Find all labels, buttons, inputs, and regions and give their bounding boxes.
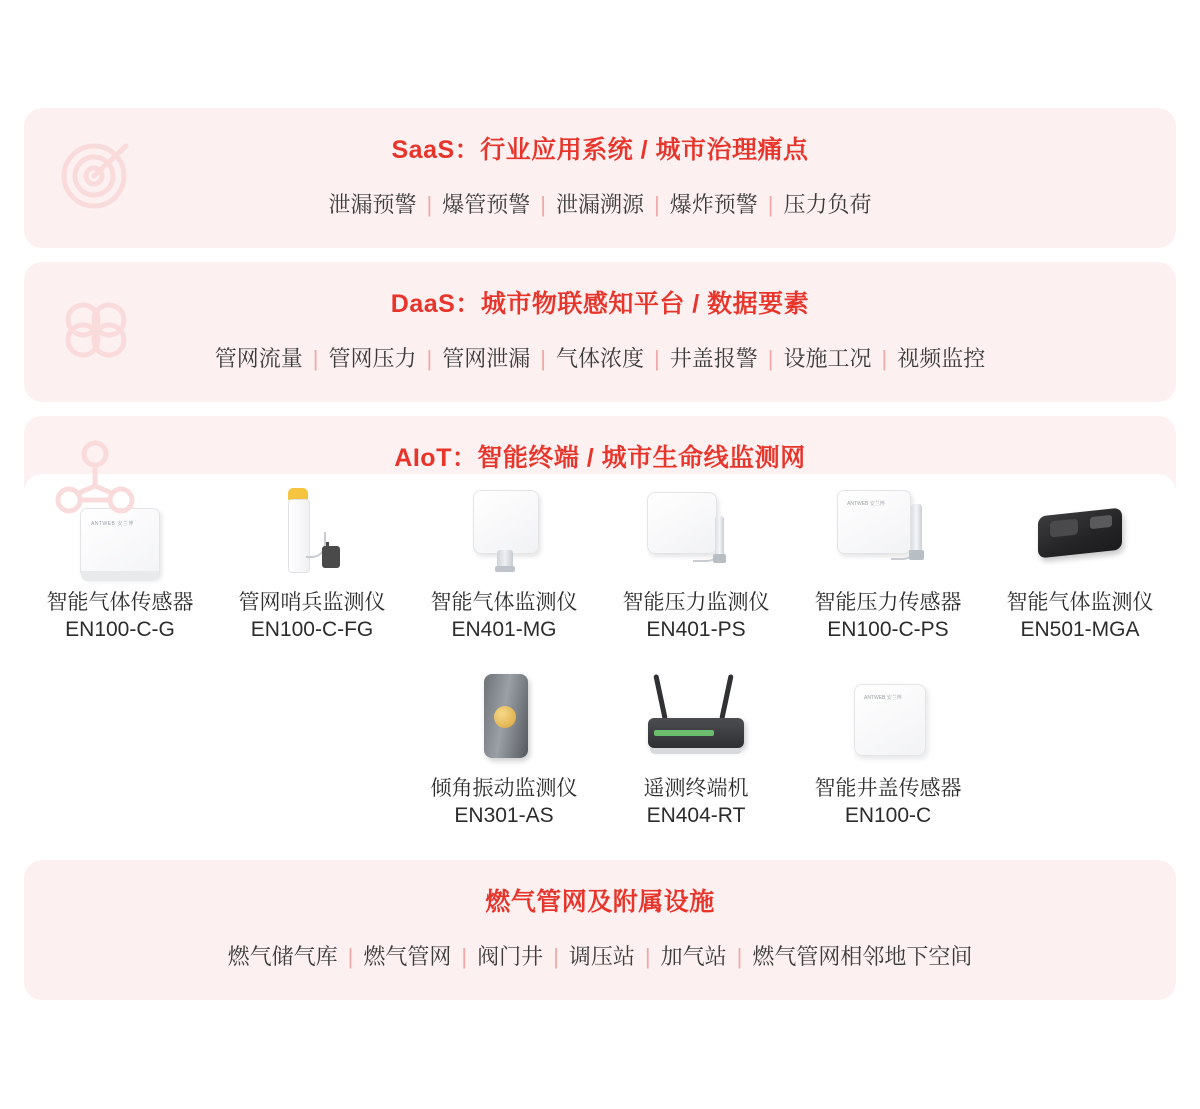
- saas-item: 泄漏预警: [328, 192, 417, 217]
- daas-items: [24, 320, 1176, 373]
- separator: |: [312, 346, 319, 371]
- aiot-title: [24, 416, 1176, 474]
- device-name: 智能井盖传感器: [814, 777, 962, 800]
- pipes-item: 燃气管网相邻地下空间: [752, 944, 973, 969]
- device-card[interactable]: [984, 486, 1176, 644]
- device-name: 智能压力监测仪: [622, 591, 770, 614]
- aiot-title-cn: 智能终端 / 城市生命线监测网: [477, 444, 806, 472]
- daas-item: 视频监控: [897, 346, 986, 371]
- saas-layer: [24, 108, 1176, 248]
- rtu-router-icon: [600, 672, 792, 764]
- separator: |: [347, 944, 354, 969]
- separator: |: [540, 346, 546, 371]
- device-model: EN100-C: [844, 804, 932, 828]
- aiot-device-row-1: [24, 486, 1176, 644]
- daas-item: 设施工况: [783, 346, 872, 371]
- device-name: 智能气体监测仪: [430, 591, 578, 614]
- device-name: 倾角振动监测仪: [430, 777, 578, 800]
- saas-title: [24, 108, 1176, 166]
- dark-gas-monitor-icon: [984, 486, 1176, 578]
- device-card[interactable]: [600, 672, 792, 830]
- aiot-device-panel: [24, 474, 1176, 846]
- device-name: 管网哨兵监测仪: [238, 591, 386, 614]
- device-card[interactable]: [792, 486, 984, 644]
- daas-item: 管网压力: [328, 346, 417, 371]
- pipes-item: 燃气管网: [363, 944, 452, 969]
- separator: |: [654, 346, 660, 371]
- daas-title-en: DaaS：: [390, 290, 481, 318]
- aiot-title-en: AIoT：: [394, 444, 478, 472]
- pipes-title-cn: 燃气管网及附属设施: [485, 888, 715, 916]
- gas-monitor-icon: [408, 486, 600, 578]
- separator: |: [654, 192, 660, 217]
- pipes-item: 加气站: [660, 944, 727, 969]
- device-model: EN404-RT: [646, 804, 746, 828]
- separator: |: [426, 346, 433, 371]
- aiot-device-row-2: [24, 672, 1176, 830]
- pipes-item: 燃气储气库: [227, 944, 338, 969]
- daas-title-cn: 城市物联感知平台 / 数据要素: [480, 290, 810, 318]
- device-name: 遥测终端机: [643, 777, 749, 800]
- daas-item: 管网泄漏: [442, 346, 531, 371]
- device-model: EN100-C-FG: [250, 618, 374, 642]
- device-name: 智能气体传感器: [46, 591, 194, 614]
- saas-item: 爆炸预警: [669, 192, 758, 217]
- device-model: EN100-C-G: [65, 618, 175, 642]
- daas-item: 管网流量: [214, 346, 303, 371]
- device-card[interactable]: [24, 486, 216, 644]
- pipes-title: [24, 860, 1176, 918]
- daas-item: 井盖报警: [669, 346, 758, 371]
- device-card[interactable]: [216, 486, 408, 644]
- device-name: 智能气体监测仪: [1006, 591, 1154, 614]
- device-model: EN301-AS: [454, 804, 554, 828]
- daas-layer: [24, 262, 1176, 402]
- separator: |: [426, 192, 433, 217]
- device-card[interactable]: [600, 486, 792, 644]
- separator: |: [644, 944, 651, 969]
- tilt-vibration-monitor-icon: [408, 672, 600, 764]
- saas-item: 压力负荷: [783, 192, 872, 217]
- pipes-items: [24, 918, 1176, 971]
- sentinel-monitor-icon: [216, 486, 408, 578]
- pipes-item: 阀门井: [477, 944, 544, 969]
- device-card[interactable]: [408, 486, 600, 644]
- separator: |: [767, 192, 774, 217]
- daas-title: [24, 262, 1176, 320]
- device-model: EN501-MGA: [1020, 618, 1140, 642]
- separator: |: [540, 192, 546, 217]
- device-name: 智能压力传感器: [814, 591, 962, 614]
- saas-title-en: SaaS：: [391, 136, 481, 164]
- manhole-sensor-icon: ANTWEB 安兰博: [792, 672, 984, 764]
- saas-items: [24, 166, 1176, 219]
- separator: |: [736, 944, 743, 969]
- device-card[interactable]: [408, 672, 600, 830]
- pipes-item: 调压站: [568, 944, 635, 969]
- saas-title-cn: 行业应用系统 / 城市治理痛点: [480, 136, 809, 164]
- gas-sensor-box-icon: ANTWEB 安兰博: [24, 486, 216, 578]
- pressure-monitor-icon: [600, 486, 792, 578]
- separator: |: [461, 944, 468, 969]
- saas-item: 爆管预警: [442, 192, 531, 217]
- device-model: EN401-MG: [451, 618, 557, 642]
- device-model: EN401-PS: [646, 618, 746, 642]
- daas-item: 气体浓度: [555, 346, 644, 371]
- gas-pipeline-layer: [24, 860, 1176, 1000]
- saas-item: 泄漏溯源: [555, 192, 644, 217]
- device-card[interactable]: [792, 672, 984, 830]
- device-model: EN100-C-PS: [827, 618, 949, 642]
- aiot-layer: [24, 416, 1176, 846]
- pressure-sensor-icon: ANTWEB 安兰博: [792, 486, 984, 578]
- separator: |: [767, 346, 774, 371]
- separator: |: [881, 346, 888, 371]
- separator: |: [553, 944, 559, 969]
